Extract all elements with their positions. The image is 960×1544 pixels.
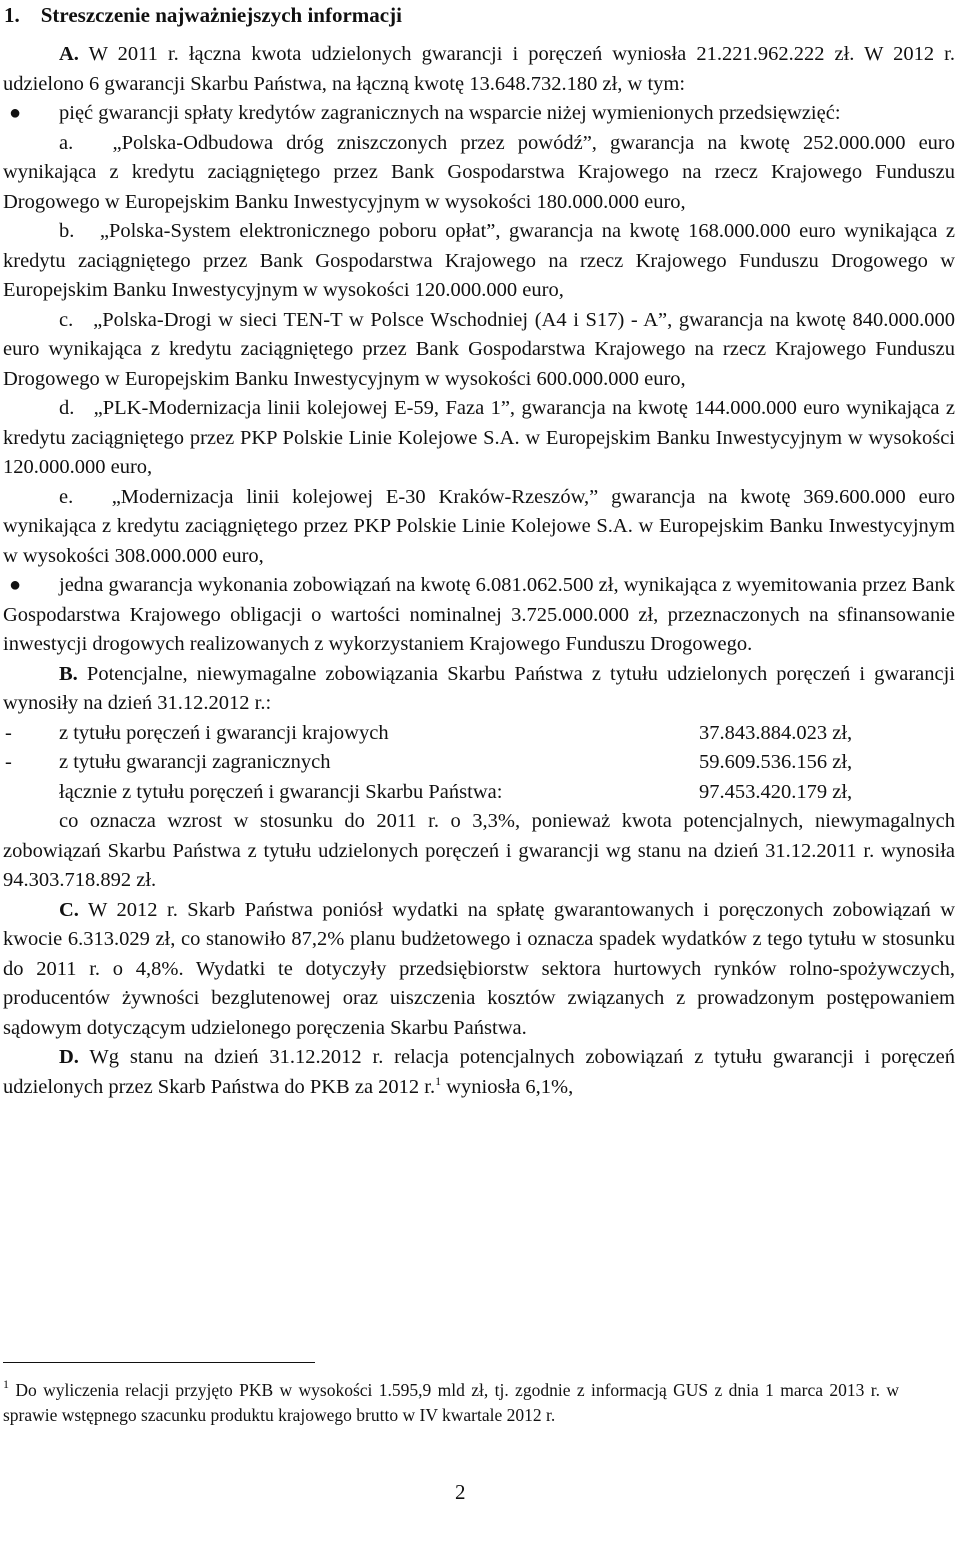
- section-label-d: D.: [59, 1046, 79, 1068]
- section-heading: 1. Streszczenie najważniejszych informacji: [4, 3, 402, 27]
- table-total-label: łącznie z tytułu poręczeń i gwarancji Skarbu Państwa:: [59, 780, 503, 803]
- paragraph-c-text: W 2012 r. Skarb Państwa poniósł wydatki na spłatę gwarantowanych i poręczonych zobowiązań w kwocie 6.313.029 zł, co stanowiło 87,2% planu budżetowego i oznacza spadek wydatków z tego tytułu w stosunku do 2011 r. o 4,8%. Wydatki te dotyczyły przedsiębiorstw sektora hurtowych rynków rolno-spożywczych, producentów żywności bezglutenowej oraz uiszczenia kosztów związanych z prowadzonym postępowaniem sądowym dotyczącym udzielonego poręczenia Skarbu Państwa.: [3, 898, 955, 1039]
- liabilities-table: [3, 719, 955, 808]
- paragraph-d: [3, 1043, 955, 1102]
- paragraph-a-text: W 2011 r. łączna kwota udzielonych gwarancji i poręczeń wyniosła 21.221.962.222 zł. W 2012 r. udzielono 6 gwarancji Skarbu Państwa, na łączną kwotę 13.648.732.180 zł, w tym:: [3, 43, 955, 95]
- bullet-2-text: jedna gwarancja wykonania zobowiązań na kwotę 6.081.062.500 zł, wynikająca z wyemitowania przez Bank Gospodarstwa Krajowego obligacji o wartości nominalnej 3.725.000.000 zł, przeznaczonych na sfinansowanie inwestycji drogowych realizowanych z wykorzystaniem Krajowego Funduszu Drogowego.: [3, 574, 955, 655]
- table-row-label: z tytułu gwarancji zagranicznych: [59, 751, 331, 773]
- table-row-dash: -: [5, 751, 12, 773]
- list-item-e: e. „Modernizacja linii kolejowej E-30 Kraków-Rzeszów,” gwarancja na kwotę 369.600.000 euro wynikająca z kredytu zaciągniętego przez PKP Polskie Linie Kolejowe S.A. w Europejskim Banku Inwestycyjnym w wysokości 308.000.000 euro,: [3, 485, 955, 567]
- bullet-item-1: [3, 99, 955, 129]
- footnote: [3, 1378, 899, 1427]
- bullet-1-text: pięć gwarancji spłaty kredytów zagranicznych na wsparcie niżej wymienionych przedsięwzięć:: [59, 102, 841, 124]
- footnote-separator: [3, 1362, 315, 1363]
- paragraph-d-end: wyniosła 6,1%,: [441, 1075, 574, 1098]
- list-item-c: c. „Polska-Drogi w sieci TEN-T w Polsce Wschodniej (A4 i S17) - A”, gwarancja na kwotę 840.000.000 euro wynikająca z kredytu zaciągniętego przez Bank Gospodarstwa Krajowego na rzecz Krajowego Funduszu Drogowego w Europejskim Banku Inwestycyjnym w wysokości 600.000.000 euro,: [3, 308, 955, 390]
- paragraph-b: [3, 660, 955, 719]
- body-text: [3, 40, 955, 1102]
- footnote-text: Do wyliczenia relacji przyjęto PKB w wysokości 1.595,9 mld zł, tj. zgodnie z informacją GUS z dnia 1 marca 2013 r. w sprawie wstępnego szacunku produktu krajowego brutto w IV kwartale 2012 r.: [3, 1380, 899, 1425]
- table-row-label: z tytułu poręczeń i gwarancji krajowych: [59, 721, 389, 744]
- table-total-value: 97.453.420.179 zł,: [699, 780, 853, 803]
- paragraph-b-text: Potencjalne, niewymagalne zobowiązania Skarbu Państwa z tytułu udzielonych poręczeń i gwarancji wynosiły na dzień 31.12.2012 r.:: [3, 662, 955, 714]
- page-number: 2: [455, 1480, 466, 1504]
- table-row-value: 37.843.884.023 zł,: [699, 721, 853, 744]
- table-row-value: 59.609.536.156 zł,: [699, 751, 853, 773]
- footnote-marker: 1: [3, 1377, 9, 1391]
- section-label-b: B.: [59, 662, 78, 685]
- list-item-a: a. „Polska-Odbudowa dróg zniszczonych przez powódź”, gwarancja na kwotę 252.000.000 euro wynikająca z kredytu zaciągniętego przez Bank Gospodarstwa Krajowego na rzecz Krajowego Funduszu Drogowego w Europejskim Banku Inwestycyjnym w wysokości 180.000.000 euro,: [3, 131, 955, 213]
- section-label-a: A.: [59, 43, 79, 65]
- paragraph-d-text: Wg stanu na dzień 31.12.2012 r. relacja potencjalnych zobowiązań z tytułu gwarancji i poręczeń udzielonych przez Skarb Państwa do PKB za 2012 r.: [3, 1046, 955, 1098]
- bullet-dot-icon: ●: [9, 102, 22, 124]
- bullet-dot-icon: ●: [9, 574, 22, 596]
- table-row-dash: -: [5, 721, 12, 744]
- section-label-c: C.: [59, 898, 79, 921]
- paragraph-a: [3, 40, 955, 99]
- paragraph-c: [3, 896, 955, 1044]
- bullet-item-2: [3, 571, 955, 660]
- list-item-d: d. „PLK-Modernizacja linii kolejowej E-59, Faza 1”, gwarancja na kwotę 144.000.000 euro wynikająca z kredytu zaciągniętego przez PKP Polskie Linie Kolejowe S.A. w Europejskim Banku Inwestycyjnym w wysokości 120.000.000 euro,: [3, 397, 955, 478]
- list-item-b: b. „Polska-System elektronicznego poboru opłat”, gwarancja na kwotę 168.000.000 euro wynikająca z kredytu zaciągniętego przez Bank Gospodarstwa Krajowego na rzecz Krajowego Funduszu Drogowego w Europejskim Banku Inwestycyjnym w wysokości 120.000.000 euro,: [3, 220, 955, 301]
- footnote-reference[interactable]: 1: [435, 1073, 442, 1088]
- paragraph-b-outro: co oznacza wzrost w stosunku do 2011 r. o 3,3%, ponieważ kwota potencjalnych, niewymagalnych zobowiązań Skarbu Państwa z tytułu udzielonych poręczeń i gwarancji wg stanu na dzień 31.12.2011 r. wynosiła 94.303.718.892 zł.: [3, 810, 955, 891]
